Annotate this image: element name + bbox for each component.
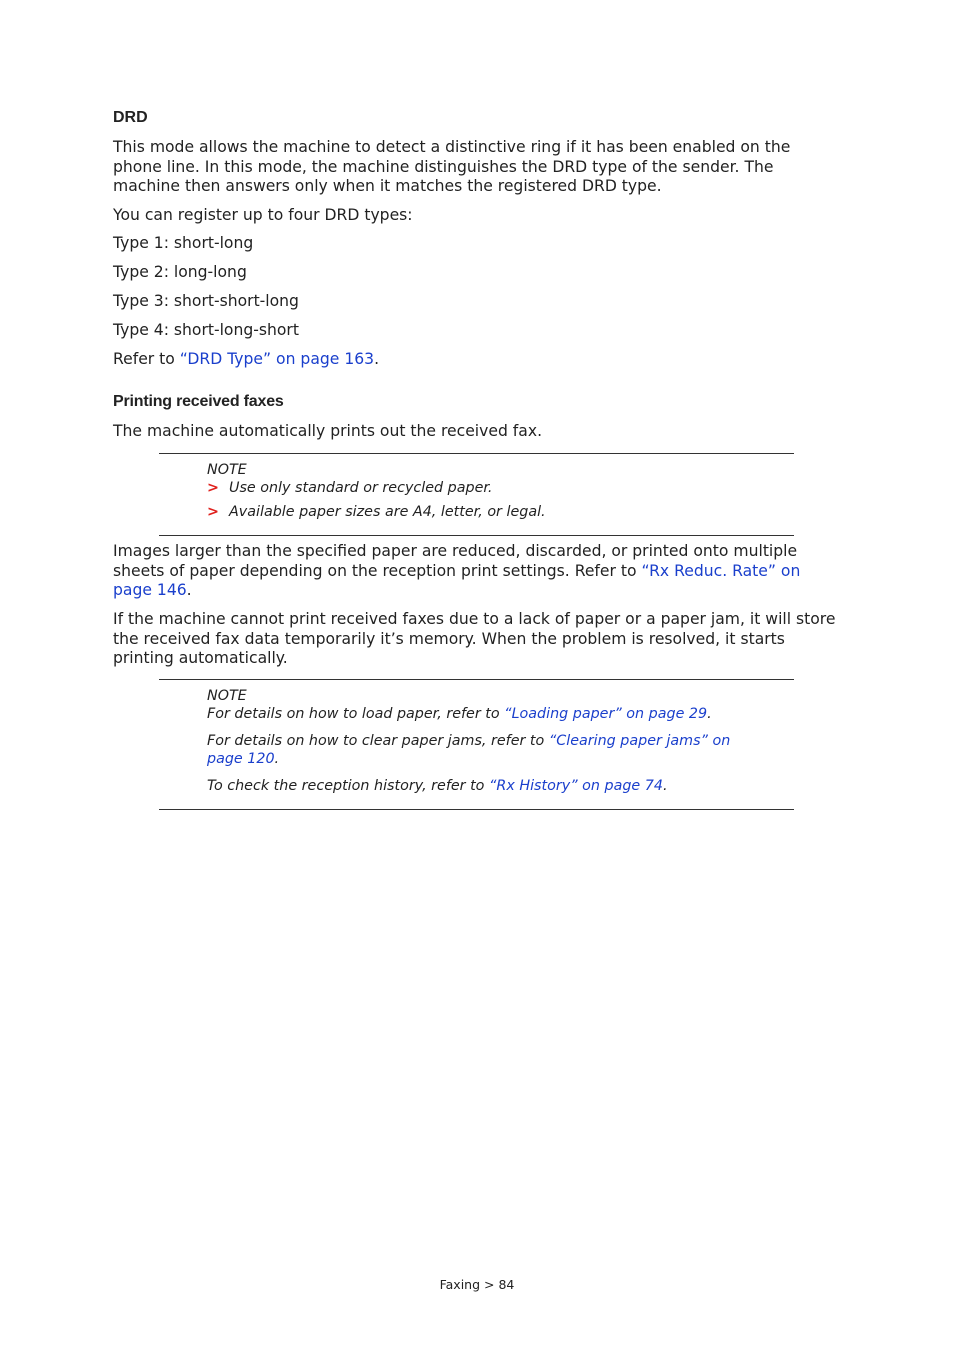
drd-type-1: Type 1: short-long	[113, 234, 254, 252]
drd-heading: DRD	[113, 109, 148, 126]
note2-line-2-prefix: For details on how to clear paper jams, refer to	[207, 733, 549, 749]
chevron-right-icon: >	[207, 480, 219, 496]
drd-refer-suffix: .	[374, 350, 380, 368]
page-footer: Faxing > 84	[439, 1277, 515, 1292]
drd-type-3: Type 3: short-short-long	[113, 292, 299, 310]
drd-type-4: Type 4: short-long-short	[113, 321, 299, 339]
drd-register-text: You can register up to four DRD types:	[113, 206, 413, 224]
note2-line-2	[207, 732, 752, 768]
images-suffix: .	[186, 581, 192, 599]
chevron-right-icon: >	[207, 504, 219, 520]
rx-history-link[interactable]: “Rx History” on page 74	[488, 778, 663, 794]
drd-type-2: Type 2: long-long	[113, 263, 247, 281]
cannot-print-paragraph: If the machine cannot print received faxes due to a lack of paper or a paper jam, it will store the received fax data temporarily it’s memory. When the problem is resolved, it starts printing automatically.	[113, 610, 836, 667]
drd-refer-prefix: Refer to	[113, 350, 180, 368]
note2-line-1-prefix: For details on how to load paper, refer to	[207, 706, 505, 722]
note1-top-rule	[159, 453, 794, 454]
images-paragraph	[113, 542, 843, 601]
note2-line-2-suffix: .	[274, 751, 280, 767]
note1-label: NOTE	[207, 462, 247, 478]
note1-bottom-rule	[159, 535, 794, 536]
images-text: Images larger than the specified paper are reduced, discarded, or printed onto multiple sheets of paper depending on the reception print settings. Refer to	[113, 542, 798, 580]
printing-heading: Printing received faxes	[113, 393, 284, 410]
note2-top-rule	[159, 679, 794, 680]
note2-line-3	[207, 777, 767, 795]
note2-line-1-suffix: .	[707, 706, 712, 722]
printing-intro: The machine automatically prints out the received fax.	[113, 422, 543, 440]
note2-line-3-prefix: To check the reception history, refer to	[207, 778, 489, 794]
note2-line-3-suffix: .	[662, 778, 668, 794]
note2-bottom-rule	[159, 809, 794, 810]
drd-intro: This mode allows the machine to detect a distinctive ring if it has been enabled on the phone line. In this mode, the machine distinguishes the DRD type of the sender. The machine then answers only when it matches the registered DRD type.	[113, 138, 791, 195]
note1-bullet-1	[207, 479, 492, 497]
note2-label: NOTE	[207, 688, 247, 704]
loading-paper-link[interactable]: “Loading paper” on page 29	[504, 706, 708, 722]
note2-line-1	[207, 705, 767, 723]
note1-bullet-1-text: Use only standard or recycled paper.	[229, 480, 493, 496]
note1-bullet-2-text: Available paper sizes are A4, letter, or legal.	[229, 504, 546, 520]
rx-reduc-rate-link[interactable]: “Rx Reduc. Rate” on page 146	[113, 561, 801, 599]
drd-refer	[113, 350, 843, 370]
drd-type-link[interactable]: “DRD Type” on page 163	[179, 350, 375, 368]
clearing-paper-jams-link[interactable]: “Clearing paper jams” on page 120	[207, 733, 731, 767]
note1-bullet-2	[207, 503, 546, 521]
